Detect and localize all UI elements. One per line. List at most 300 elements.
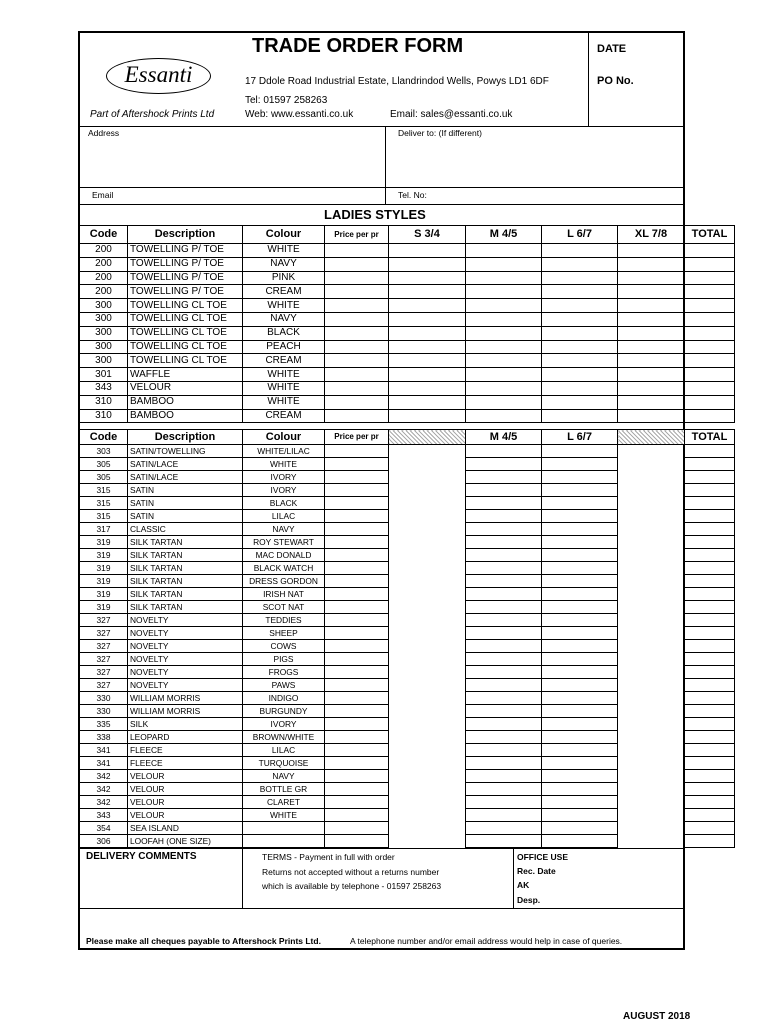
cell-description: NOVELTY xyxy=(128,640,243,653)
cell-quantity-input[interactable] xyxy=(325,381,389,395)
cell-quantity-input[interactable] xyxy=(466,822,542,835)
cell-colour: CLARET xyxy=(243,796,325,809)
cell-quantity-input[interactable] xyxy=(325,705,389,718)
cell-quantity-input[interactable] xyxy=(542,445,618,458)
cell-quantity-input[interactable] xyxy=(542,601,618,614)
cell-quantity-input[interactable] xyxy=(389,368,466,382)
cell-quantity-input[interactable] xyxy=(325,692,389,705)
cell-unavailable xyxy=(618,549,685,562)
cell-unavailable xyxy=(389,835,466,848)
cell-quantity-input[interactable] xyxy=(542,666,618,679)
cell-code: 300 xyxy=(80,340,128,354)
terms-line-1: TERMS - Payment in full with order xyxy=(262,852,395,862)
cell-quantity-input[interactable] xyxy=(466,718,542,731)
cell-unavailable xyxy=(618,796,685,809)
cell-quantity-input[interactable] xyxy=(466,549,542,562)
cell-quantity-input[interactable] xyxy=(389,257,466,271)
cell-description: BAMBOO xyxy=(128,409,243,423)
cell-quantity-input[interactable] xyxy=(466,731,542,744)
cell-quantity-input[interactable] xyxy=(685,244,735,258)
cell-unavailable xyxy=(618,666,685,679)
cell-quantity-input[interactable] xyxy=(466,562,542,575)
cell-quantity-input[interactable] xyxy=(466,497,542,510)
cell-quantity-input[interactable] xyxy=(466,395,542,409)
cell-quantity-input[interactable] xyxy=(685,549,735,562)
cell-quantity-input[interactable] xyxy=(542,381,618,395)
cell-quantity-input[interactable] xyxy=(542,523,618,536)
cell-quantity-input[interactable] xyxy=(325,257,389,271)
cell-quantity-input[interactable] xyxy=(325,299,389,313)
cell-quantity-input[interactable] xyxy=(325,409,389,423)
cell-quantity-input[interactable] xyxy=(685,770,735,783)
cell-colour: BURGUNDY xyxy=(243,705,325,718)
cell-quantity-input[interactable] xyxy=(685,666,735,679)
cell-quantity-input[interactable] xyxy=(685,744,735,757)
cell-quantity-input[interactable] xyxy=(325,549,389,562)
cell-quantity-input[interactable] xyxy=(685,471,735,484)
cell-quantity-input[interactable] xyxy=(325,312,389,326)
cell-quantity-input[interactable] xyxy=(466,640,542,653)
cell-quantity-input[interactable] xyxy=(542,588,618,601)
cell-code: 343 xyxy=(80,809,128,822)
cell-description: SATIN/TOWELLING xyxy=(128,445,243,458)
cell-description: TOWELLING CL TOE xyxy=(128,354,243,368)
cell-quantity-input[interactable] xyxy=(325,666,389,679)
cell-quantity-input[interactable] xyxy=(685,588,735,601)
cell-code: 200 xyxy=(80,285,128,299)
cell-quantity-input[interactable] xyxy=(618,395,685,409)
cell-quantity-input[interactable] xyxy=(325,458,389,471)
cell-description: SILK TARTAN xyxy=(128,549,243,562)
cell-quantity-input[interactable] xyxy=(325,757,389,770)
cell-quantity-input[interactable] xyxy=(685,458,735,471)
cell-quantity-input[interactable] xyxy=(542,326,618,340)
cell-colour: PEACH xyxy=(243,340,325,354)
cell-quantity-input[interactable] xyxy=(618,340,685,354)
cell-quantity-input[interactable] xyxy=(685,575,735,588)
cell-quantity-input[interactable] xyxy=(685,822,735,835)
cell-quantity-input[interactable] xyxy=(685,523,735,536)
cell-quantity-input[interactable] xyxy=(542,705,618,718)
cell-quantity-input[interactable] xyxy=(466,326,542,340)
cell-quantity-input[interactable] xyxy=(542,744,618,757)
cell-quantity-input[interactable] xyxy=(466,409,542,423)
cell-quantity-input[interactable] xyxy=(466,692,542,705)
cell-quantity-input[interactable] xyxy=(542,497,618,510)
cell-code: 315 xyxy=(80,510,128,523)
cell-quantity-input[interactable] xyxy=(618,354,685,368)
cell-quantity-input[interactable] xyxy=(325,484,389,497)
cell-quantity-input[interactable] xyxy=(618,381,685,395)
cell-quantity-input[interactable] xyxy=(542,285,618,299)
cell-quantity-input[interactable] xyxy=(466,244,542,258)
cell-quantity-input[interactable] xyxy=(466,354,542,368)
cell-quantity-input[interactable] xyxy=(685,731,735,744)
cell-quantity-input[interactable] xyxy=(466,796,542,809)
cell-description: VELOUR xyxy=(128,381,243,395)
cell-quantity-input[interactable] xyxy=(325,368,389,382)
cell-quantity-input[interactable] xyxy=(466,679,542,692)
cell-quantity-input[interactable] xyxy=(618,326,685,340)
cell-quantity-input[interactable] xyxy=(618,257,685,271)
cell-quantity-input[interactable] xyxy=(325,354,389,368)
cell-quantity-input[interactable] xyxy=(466,368,542,382)
cell-code: 317 xyxy=(80,523,128,536)
cell-quantity-input[interactable] xyxy=(466,285,542,299)
cell-quantity-input[interactable] xyxy=(389,271,466,285)
cell-unavailable xyxy=(618,770,685,783)
cell-unavailable xyxy=(389,445,466,458)
table-row xyxy=(80,523,735,536)
cell-quantity-input[interactable] xyxy=(325,285,389,299)
table-row xyxy=(80,653,735,666)
cell-quantity-input[interactable] xyxy=(325,627,389,640)
table-row xyxy=(80,354,735,368)
table-row xyxy=(80,299,735,313)
po-label: PO No. xyxy=(597,75,634,87)
cell-quantity-input[interactable] xyxy=(466,770,542,783)
cell-colour: WHITE xyxy=(243,368,325,382)
cell-quantity-input[interactable] xyxy=(466,614,542,627)
cell-quantity-input[interactable] xyxy=(389,395,466,409)
cell-quantity-input[interactable] xyxy=(466,484,542,497)
cell-quantity-input[interactable] xyxy=(618,285,685,299)
cell-description: FLEECE xyxy=(128,757,243,770)
cell-quantity-input[interactable] xyxy=(685,835,735,848)
cell-description: CLASSIC xyxy=(128,523,243,536)
cell-quantity-input[interactable] xyxy=(389,326,466,340)
cell-quantity-input[interactable] xyxy=(618,409,685,423)
cell-quantity-input[interactable] xyxy=(685,653,735,666)
cell-quantity-input[interactable] xyxy=(542,458,618,471)
table1-header-row xyxy=(80,226,735,244)
company-tel: Tel: 01597 258263 xyxy=(245,95,328,106)
header-l67: L 6/7 xyxy=(542,226,618,244)
cell-quantity-input[interactable] xyxy=(685,692,735,705)
cell-quantity-input[interactable] xyxy=(389,409,466,423)
cell-quantity-input[interactable] xyxy=(325,796,389,809)
cell-quantity-input[interactable] xyxy=(466,299,542,313)
cell-quantity-input[interactable] xyxy=(542,640,618,653)
cell-unavailable xyxy=(618,653,685,666)
cell-description: VELOUR xyxy=(128,783,243,796)
cell-quantity-input[interactable] xyxy=(466,312,542,326)
cell-quantity-input[interactable] xyxy=(466,271,542,285)
cell-quantity-input[interactable] xyxy=(542,627,618,640)
cell-quantity-input[interactable] xyxy=(685,627,735,640)
cell-colour: PIGS xyxy=(243,653,325,666)
cell-quantity-input[interactable] xyxy=(542,471,618,484)
cell-quantity-input[interactable] xyxy=(325,640,389,653)
cell-unavailable xyxy=(618,718,685,731)
cell-quantity-input[interactable] xyxy=(618,312,685,326)
cell-quantity-input[interactable] xyxy=(325,497,389,510)
cell-quantity-input[interactable] xyxy=(325,244,389,258)
table-row xyxy=(80,770,735,783)
cell-unavailable xyxy=(618,536,685,549)
cell-quantity-input[interactable] xyxy=(325,326,389,340)
cell-quantity-input[interactable] xyxy=(466,575,542,588)
cell-unavailable xyxy=(618,731,685,744)
cell-quantity-input[interactable] xyxy=(542,484,618,497)
cell-quantity-input[interactable] xyxy=(685,809,735,822)
cell-quantity-input[interactable] xyxy=(542,757,618,770)
cell-code: 305 xyxy=(80,471,128,484)
cell-quantity-input[interactable] xyxy=(685,705,735,718)
cell-quantity-input[interactable] xyxy=(466,601,542,614)
cell-unavailable xyxy=(389,822,466,835)
cell-quantity-input[interactable] xyxy=(466,471,542,484)
cell-quantity-input[interactable] xyxy=(542,783,618,796)
cell-quantity-input[interactable] xyxy=(466,257,542,271)
table-row xyxy=(80,257,735,271)
cell-quantity-input[interactable] xyxy=(685,409,735,423)
table-row xyxy=(80,575,735,588)
cell-quantity-input[interactable] xyxy=(466,744,542,757)
cell-quantity-input[interactable] xyxy=(542,575,618,588)
cell-unavailable xyxy=(618,523,685,536)
table-row xyxy=(80,692,735,705)
cell-quantity-input[interactable] xyxy=(325,718,389,731)
cell-description: NOVELTY xyxy=(128,614,243,627)
cell-quantity-input[interactable] xyxy=(389,285,466,299)
cell-quantity-input[interactable] xyxy=(542,340,618,354)
cell-quantity-input[interactable] xyxy=(685,497,735,510)
cell-quantity-input[interactable] xyxy=(685,445,735,458)
cell-quantity-input[interactable] xyxy=(466,536,542,549)
cell-quantity-input[interactable] xyxy=(389,299,466,313)
table-row xyxy=(80,312,735,326)
cell-colour: CREAM xyxy=(243,354,325,368)
cell-quantity-input[interactable] xyxy=(685,679,735,692)
cell-quantity-input[interactable] xyxy=(542,731,618,744)
cell-quantity-input[interactable] xyxy=(325,523,389,536)
cell-code: 327 xyxy=(80,640,128,653)
cell-colour: IVORY xyxy=(243,484,325,497)
cell-quantity-input[interactable] xyxy=(325,340,389,354)
cell-quantity-input[interactable] xyxy=(542,692,618,705)
cell-quantity-input[interactable] xyxy=(466,381,542,395)
cell-unavailable xyxy=(389,796,466,809)
cell-unavailable xyxy=(389,757,466,770)
cell-colour: TEDDIES xyxy=(243,614,325,627)
cell-quantity-input[interactable] xyxy=(685,381,735,395)
cell-code: 315 xyxy=(80,497,128,510)
cell-quantity-input[interactable] xyxy=(685,796,735,809)
cell-quantity-input[interactable] xyxy=(542,244,618,258)
cell-quantity-input[interactable] xyxy=(325,731,389,744)
cell-quantity-input[interactable] xyxy=(325,575,389,588)
cell-quantity-input[interactable] xyxy=(685,299,735,313)
cell-quantity-input[interactable] xyxy=(685,285,735,299)
cell-quantity-input[interactable] xyxy=(325,471,389,484)
cell-unavailable xyxy=(389,783,466,796)
cell-quantity-input[interactable] xyxy=(685,354,735,368)
cell-quantity-input[interactable] xyxy=(325,835,389,848)
cell-quantity-input[interactable] xyxy=(466,757,542,770)
cell-quantity-input[interactable] xyxy=(685,757,735,770)
cell-quantity-input[interactable] xyxy=(325,271,389,285)
cell-quantity-input[interactable] xyxy=(325,770,389,783)
cell-colour: CREAM xyxy=(243,285,325,299)
cell-quantity-input[interactable] xyxy=(325,822,389,835)
cell-unavailable xyxy=(389,523,466,536)
cell-code: 303 xyxy=(80,445,128,458)
cell-quantity-input[interactable] xyxy=(389,244,466,258)
cell-quantity-input[interactable] xyxy=(325,601,389,614)
cell-quantity-input[interactable] xyxy=(325,679,389,692)
cell-code: 342 xyxy=(80,796,128,809)
cell-unavailable xyxy=(389,692,466,705)
cell-quantity-input[interactable] xyxy=(542,796,618,809)
cell-quantity-input[interactable] xyxy=(542,835,618,848)
cell-quantity-input[interactable] xyxy=(389,340,466,354)
cell-quantity-input[interactable] xyxy=(618,244,685,258)
table-row xyxy=(80,822,735,835)
cell-description: SILK TARTAN xyxy=(128,536,243,549)
cell-unavailable xyxy=(389,562,466,575)
cell-description: TOWELLING P/ TOE xyxy=(128,271,243,285)
cell-quantity-input[interactable] xyxy=(325,809,389,822)
cell-description: SATIN xyxy=(128,484,243,497)
cell-colour: IVORY xyxy=(243,471,325,484)
cell-quantity-input[interactable] xyxy=(618,299,685,313)
cell-quantity-input[interactable] xyxy=(542,299,618,313)
cell-quantity-input[interactable] xyxy=(325,445,389,458)
cell-quantity-input[interactable] xyxy=(685,257,735,271)
cell-quantity-input[interactable] xyxy=(685,536,735,549)
cell-quantity-input[interactable] xyxy=(542,395,618,409)
cell-colour: PAWS xyxy=(243,679,325,692)
cell-quantity-input[interactable] xyxy=(542,562,618,575)
cell-quantity-input[interactable] xyxy=(389,354,466,368)
cell-quantity-input[interactable] xyxy=(685,271,735,285)
table-row xyxy=(80,796,735,809)
cell-quantity-input[interactable] xyxy=(618,271,685,285)
cell-quantity-input[interactable] xyxy=(466,445,542,458)
cell-colour xyxy=(243,822,325,835)
cell-code: 327 xyxy=(80,627,128,640)
cell-quantity-input[interactable] xyxy=(389,381,466,395)
cell-quantity-input[interactable] xyxy=(685,326,735,340)
cell-unavailable xyxy=(618,835,685,848)
cell-quantity-input[interactable] xyxy=(466,523,542,536)
header-code: Code xyxy=(80,430,128,445)
cell-quantity-input[interactable] xyxy=(466,835,542,848)
cell-colour xyxy=(243,835,325,848)
cell-quantity-input[interactable] xyxy=(466,705,542,718)
cell-quantity-input[interactable] xyxy=(542,822,618,835)
table-row xyxy=(80,835,735,848)
cell-quantity-input[interactable] xyxy=(685,783,735,796)
table-row xyxy=(80,809,735,822)
cell-code: 300 xyxy=(80,312,128,326)
cell-quantity-input[interactable] xyxy=(325,653,389,666)
cell-quantity-input[interactable] xyxy=(542,257,618,271)
table-row xyxy=(80,640,735,653)
cell-quantity-input[interactable] xyxy=(325,510,389,523)
cell-quantity-input[interactable] xyxy=(466,510,542,523)
table-row xyxy=(80,588,735,601)
cell-code: 343 xyxy=(80,381,128,395)
cell-quantity-input[interactable] xyxy=(685,510,735,523)
cell-quantity-input[interactable] xyxy=(685,640,735,653)
cell-quantity-input[interactable] xyxy=(542,653,618,666)
office-use-label: OFFICE USE xyxy=(517,852,569,862)
cell-quantity-input[interactable] xyxy=(466,627,542,640)
cell-quantity-input[interactable] xyxy=(325,783,389,796)
cell-quantity-input[interactable] xyxy=(685,340,735,354)
cell-quantity-input[interactable] xyxy=(685,368,735,382)
cell-quantity-input[interactable] xyxy=(618,368,685,382)
cell-unavailable xyxy=(618,614,685,627)
cell-quantity-input[interactable] xyxy=(325,562,389,575)
table-row xyxy=(80,471,735,484)
cell-quantity-input[interactable] xyxy=(542,510,618,523)
cell-quantity-input[interactable] xyxy=(542,536,618,549)
cell-quantity-input[interactable] xyxy=(685,614,735,627)
cell-quantity-input[interactable] xyxy=(685,312,735,326)
cell-quantity-input[interactable] xyxy=(325,744,389,757)
cell-quantity-input[interactable] xyxy=(325,614,389,627)
cell-quantity-input[interactable] xyxy=(325,588,389,601)
cell-quantity-input[interactable] xyxy=(542,614,618,627)
cell-quantity-input[interactable] xyxy=(466,588,542,601)
cell-quantity-input[interactable] xyxy=(542,770,618,783)
cell-unavailable xyxy=(389,614,466,627)
cell-colour: BLACK xyxy=(243,497,325,510)
cell-description: NOVELTY xyxy=(128,679,243,692)
cell-quantity-input[interactable] xyxy=(542,409,618,423)
cell-code: 319 xyxy=(80,575,128,588)
cell-quantity-input[interactable] xyxy=(542,271,618,285)
header-l67: L 6/7 xyxy=(542,430,618,445)
address-label: Address xyxy=(88,128,120,138)
cell-quantity-input[interactable] xyxy=(685,718,735,731)
cell-quantity-input[interactable] xyxy=(542,679,618,692)
cell-unavailable xyxy=(618,783,685,796)
cell-description: WILLIAM MORRIS xyxy=(128,692,243,705)
cell-quantity-input[interactable] xyxy=(685,395,735,409)
cell-quantity-input[interactable] xyxy=(542,368,618,382)
cell-quantity-input[interactable] xyxy=(685,601,735,614)
cell-quantity-input[interactable] xyxy=(466,809,542,822)
cell-quantity-input[interactable] xyxy=(466,653,542,666)
cell-quantity-input[interactable] xyxy=(466,783,542,796)
cell-quantity-input[interactable] xyxy=(685,562,735,575)
terms-line-3: which is available by telephone - 01597 258263 xyxy=(262,881,442,891)
cell-quantity-input[interactable] xyxy=(466,458,542,471)
desp-label: Desp. xyxy=(517,895,541,905)
cell-quantity-input[interactable] xyxy=(466,666,542,679)
cell-quantity-input[interactable] xyxy=(466,340,542,354)
header-s34: S 3/4 xyxy=(389,226,466,244)
cell-quantity-input[interactable] xyxy=(542,718,618,731)
cell-quantity-input[interactable] xyxy=(542,312,618,326)
cell-description: VELOUR xyxy=(128,770,243,783)
cell-quantity-input[interactable] xyxy=(542,809,618,822)
cell-unavailable xyxy=(389,679,466,692)
cell-code: 300 xyxy=(80,354,128,368)
cell-description: SATIN/LACE xyxy=(128,458,243,471)
cell-quantity-input[interactable] xyxy=(325,395,389,409)
cell-quantity-input[interactable] xyxy=(325,536,389,549)
cell-quantity-input[interactable] xyxy=(685,484,735,497)
cell-quantity-input[interactable] xyxy=(542,549,618,562)
cell-quantity-input[interactable] xyxy=(542,354,618,368)
cell-description: NOVELTY xyxy=(128,653,243,666)
cell-quantity-input[interactable] xyxy=(389,312,466,326)
